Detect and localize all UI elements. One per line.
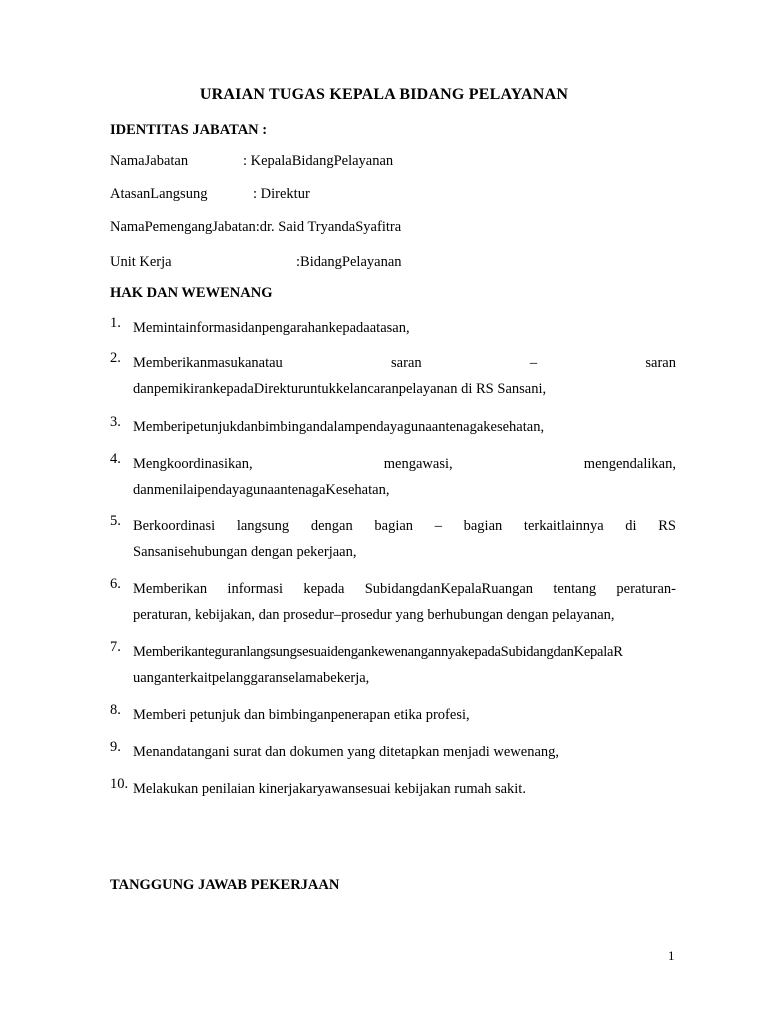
list-item bbox=[110, 315, 676, 341]
list-number: 3. bbox=[110, 414, 121, 430]
list-text-line: Memberipetunjukdanbimbingandalampendayagunaantenagakesehatan, bbox=[133, 419, 545, 435]
field-label: Unit Kerja bbox=[110, 254, 172, 270]
list-text-line: Memberikan informasi kepada SubidangdanKepalaRuangan tentang peraturan- bbox=[133, 581, 676, 597]
list-item bbox=[110, 414, 676, 440]
list-text-line: danmenilaipendayagunaantenagaKesehatan, bbox=[133, 482, 390, 498]
list-number: 5. bbox=[110, 513, 121, 529]
responsibility-heading: TANGGUNG JAWAB PEKERJAAN bbox=[110, 877, 340, 893]
list-text-line: Mengkoordinasikan, mengawasi, mengendalikan, bbox=[133, 456, 676, 472]
field-value: : KepalaBidangPelayanan bbox=[243, 153, 394, 169]
list-item bbox=[110, 576, 676, 628]
list-text-line: Berkoordinasi langsung dengan bagian – bagian terkaitlainnya di RS bbox=[133, 518, 676, 534]
page-number: 1 bbox=[668, 948, 675, 963]
list-text-line: peraturan, kebijakan, dan prosedur–prosedur yang berhubungan dengan pelayanan, bbox=[133, 607, 615, 623]
list-number: 4. bbox=[110, 451, 121, 467]
list-item bbox=[110, 451, 676, 503]
field-atasan-langsung bbox=[110, 186, 670, 206]
list-item bbox=[110, 350, 676, 402]
list-number: 2. bbox=[110, 350, 121, 366]
list-number: 9. bbox=[110, 739, 121, 755]
field-label: NamaPemengangJabatan:dr. Said TryandaSyafitra bbox=[110, 219, 402, 235]
list-text-line: uanganterkaitpelanggaranselamabekerja, bbox=[133, 670, 370, 686]
list-text-line: Memberi petunjuk dan bimbinganpenerapan etika profesi, bbox=[133, 707, 470, 723]
list-item bbox=[110, 776, 676, 802]
list-text-line: Menandatangani surat dan dokumen yang ditetapkan menjadi wewenang, bbox=[133, 744, 560, 760]
list-number: 7. bbox=[110, 639, 121, 655]
list-number: 6. bbox=[110, 576, 121, 592]
field-value: : Direktur bbox=[253, 186, 310, 202]
list-item bbox=[110, 513, 676, 565]
field-unit-kerja bbox=[110, 254, 670, 274]
field-nama-pemegang-jabatan bbox=[110, 219, 670, 239]
document-title: URAIAN TUGAS KEPALA BIDANG PELAYANAN bbox=[199, 86, 569, 103]
list-text-line: danpemikirankepadaDirekturuntukkelancaranpelayanan di RS Sansani, bbox=[133, 381, 547, 397]
list-number: 1. bbox=[110, 315, 121, 331]
field-nama-jabatan bbox=[110, 153, 670, 173]
rights-heading: HAK DAN WEWENANG bbox=[110, 285, 273, 301]
list-number: 10. bbox=[110, 776, 129, 792]
list-text-line: MemberikanteguranlangsungsesuaidengankewenangannyakepadaSubidangdanKepalaR bbox=[133, 644, 623, 660]
list-item bbox=[110, 739, 676, 765]
list-item bbox=[110, 639, 676, 691]
list-text-line: Memberikanmasukanatau saran – saran bbox=[133, 355, 676, 371]
field-label: AtasanLangsung bbox=[110, 186, 208, 202]
list-item bbox=[110, 702, 676, 728]
field-label: NamaJabatan bbox=[110, 153, 189, 169]
list-text-line: Sansanisehubungan dengan pekerjaan, bbox=[133, 544, 357, 560]
field-value: :BidangPelayanan bbox=[296, 254, 402, 270]
list-text-line: Memintainformasidanpengarahankepadaatasan, bbox=[133, 320, 410, 336]
identity-heading: IDENTITAS JABATAN : bbox=[110, 122, 268, 138]
list-text-line: Melakukan penilaian kinerjakaryawansesuai kebijakan rumah sakit. bbox=[133, 781, 526, 797]
list-number: 8. bbox=[110, 702, 121, 718]
